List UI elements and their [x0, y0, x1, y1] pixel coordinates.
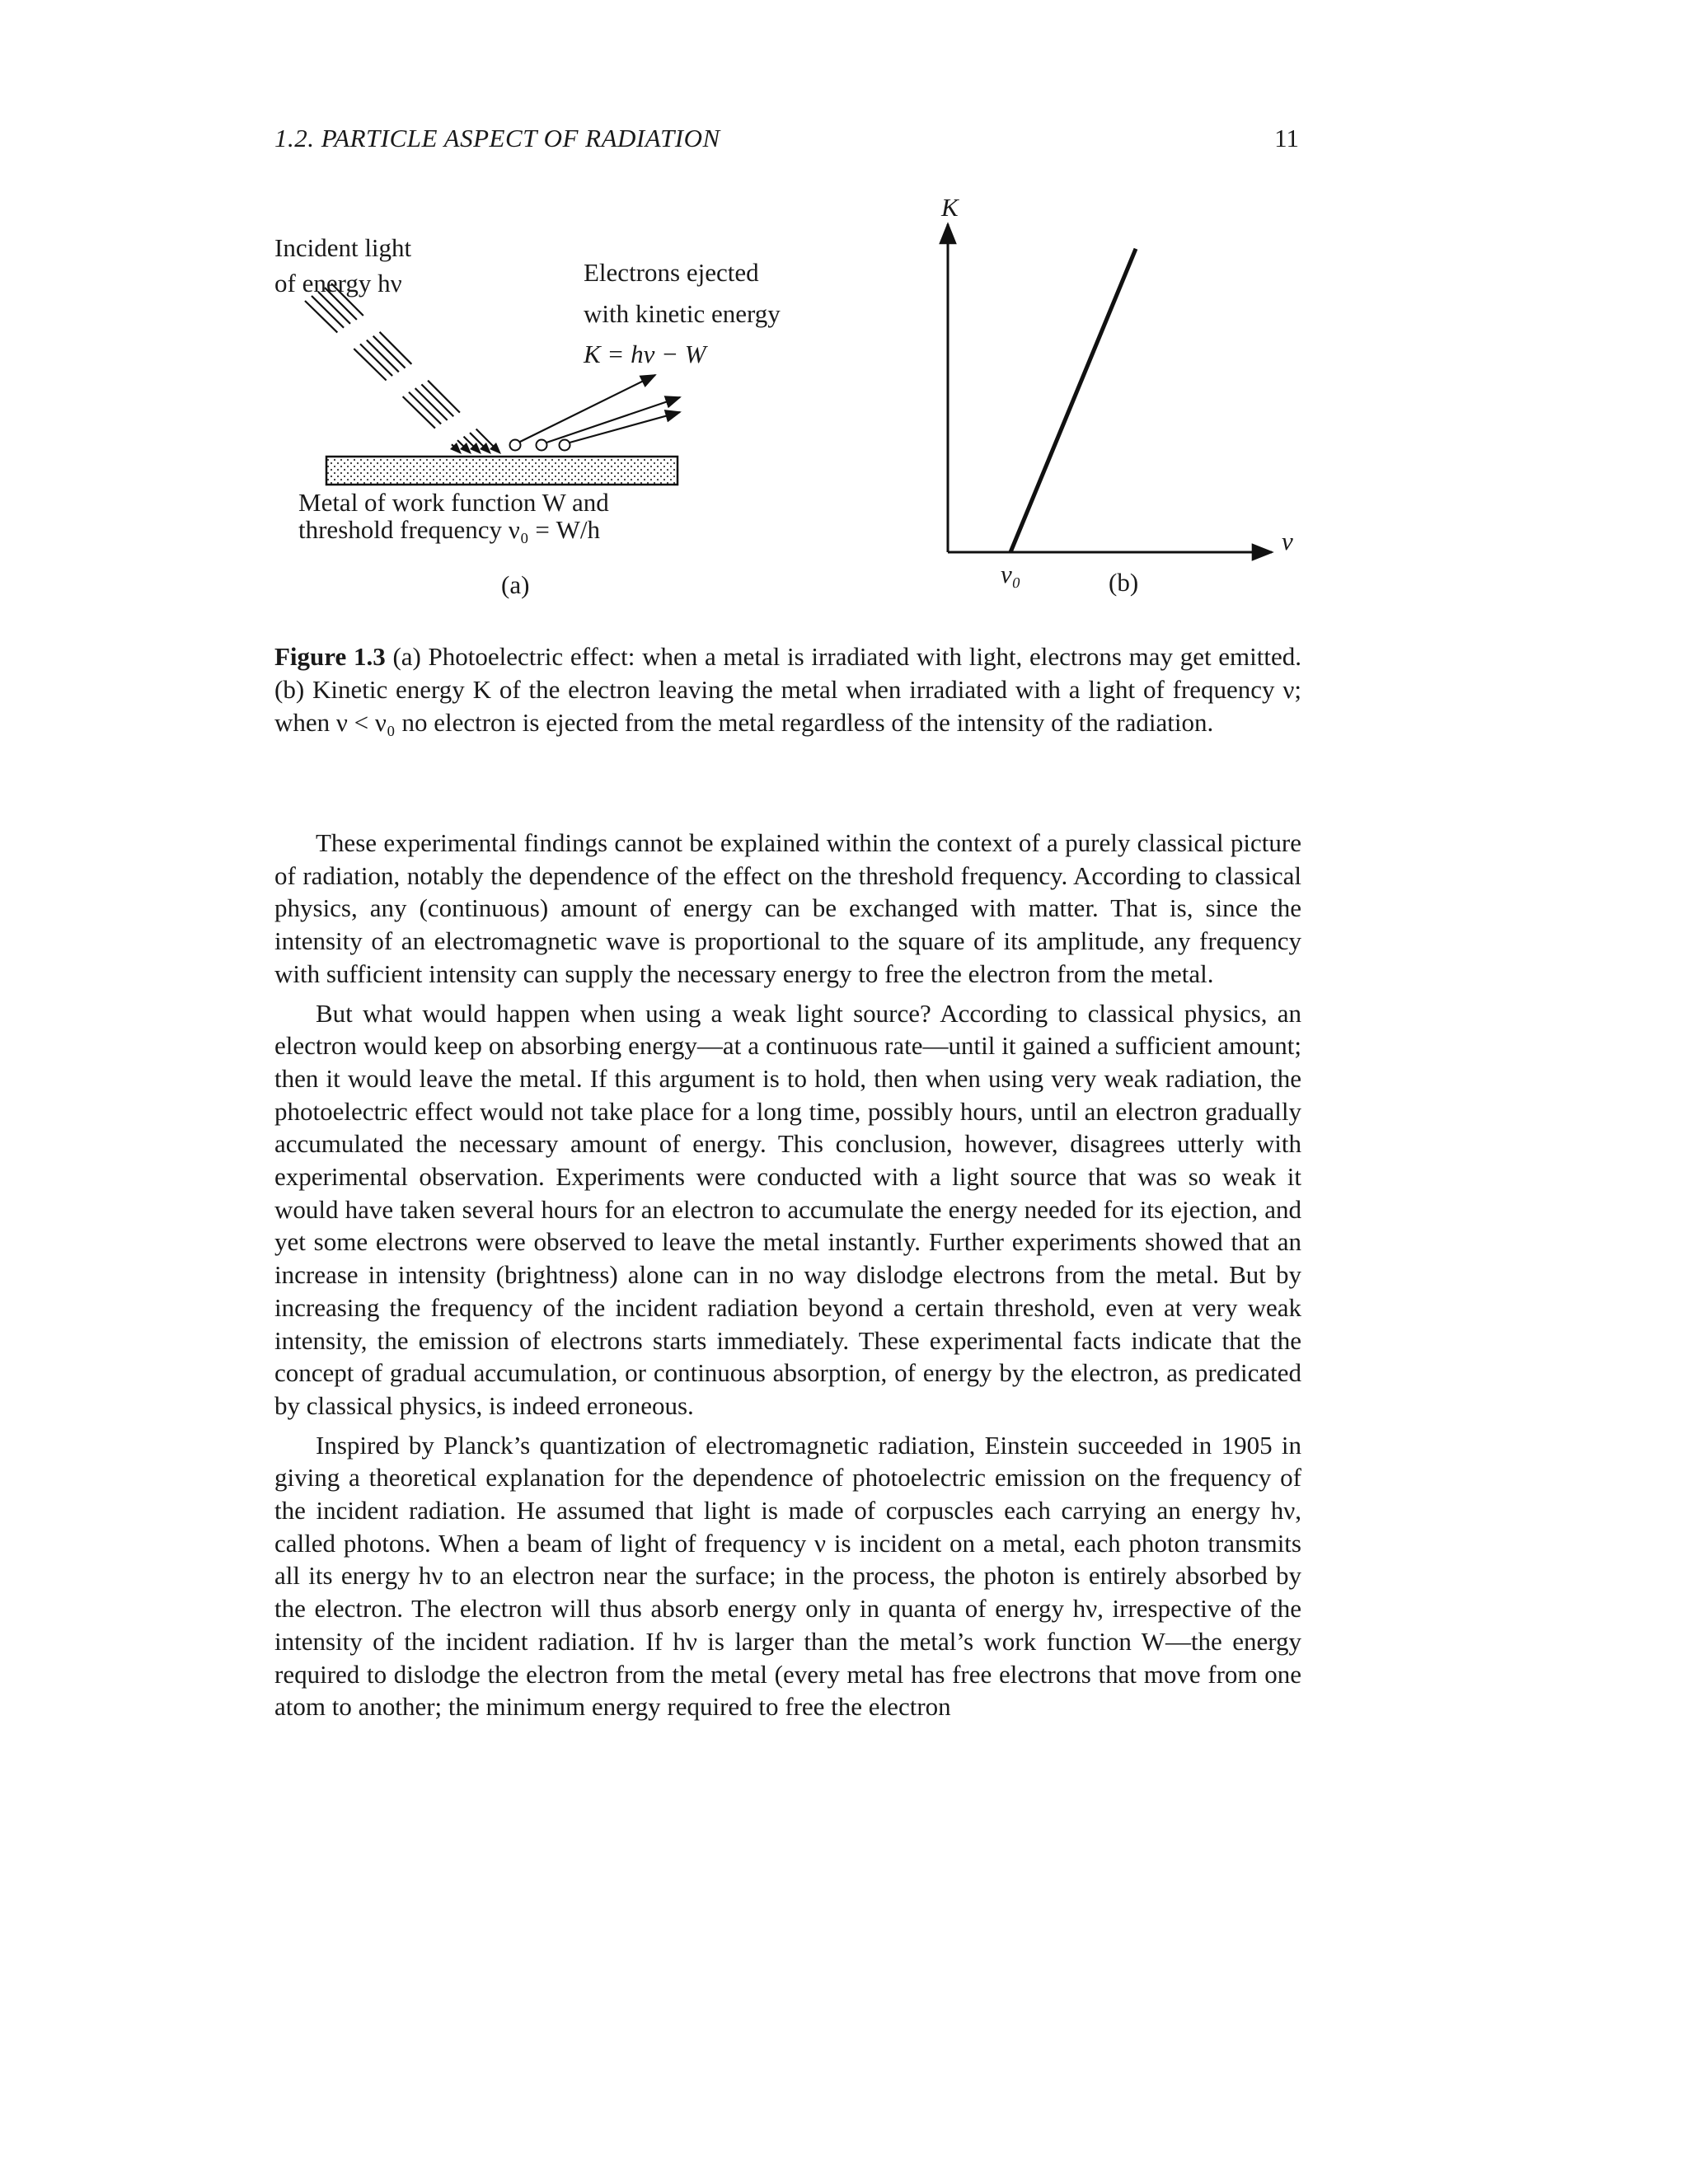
figure-panel-a: [0, 0, 1688, 626]
panel-b-label: (b): [1109, 568, 1139, 597]
electron-circle: [510, 440, 521, 451]
x-tick-label-nu0: ν₀: [1001, 560, 1021, 588]
metal-label-line1: Metal of work function W and: [298, 488, 609, 517]
ejected-label-equation: K = hν − W: [584, 340, 706, 368]
light-ray: [325, 288, 489, 452]
panel-a-label: (a): [501, 570, 530, 599]
x-axis-label: ν: [1282, 527, 1293, 555]
electron-circles: [510, 440, 570, 451]
metal-label-line2: threshold frequency ν₀ = W/h: [298, 515, 600, 544]
y-axis-label: K: [941, 193, 959, 222]
electron-circle: [537, 440, 547, 451]
ejected-label-line2: with kinetic energy: [584, 299, 781, 328]
light-ray: [318, 292, 479, 452]
ejected-label-line1: Electrons ejected: [584, 258, 759, 287]
paragraph-2: But what would happen when using a weak light source? According to classical physics, an electron would keep on absorbing energy—at a continuous rate—until it gained a sufficient amount; then it would leave the metal. If this argument is to hold, then when using very weak radiation, the photoelectric effect would not take place for a long time, possibly hours, until an electron gradually accumulated the necessary amount of energy. This conclusion, however, disagrees utterly with experimental observation. Experiments were conducted with a light source that was so weak it would have taken several hours for an electron to accumulate the energy needed for its ejection, and yet some electrons were observed to leave the metal instantly. Further experiments showed that an increase in intensity (brightness) alone can in no way dislodge electrons from the metal. But by increasing the frequency of the incident radiation beyond a certain threshold, even at very weak intensity, the emission of electrons starts immediately. These experimental facts indicate that the concept of gradual accumulation, or continuous absorption, of energy by the electron, as predicated by classical physics, is indeed erroneous.: [274, 998, 1301, 1420]
paragraph-1: These experimental findings cannot be explained within the context of a purely classical picture of radiation, notably the dependence of the effect on the threshold frequency. According to classical physics, any (continuous) amount of energy can be exchanged with matter. That is, since the intensity of an electromagnetic wave is proportional to the square of its amplitude, any frequency with sufficient intensity can supply the necessary energy to free the electron from the metal.: [274, 828, 1301, 988]
incident-arrowheads: [450, 443, 501, 454]
electron-circle: [560, 440, 570, 451]
figure-panel-b-chart: [907, 190, 1302, 610]
light-ray: [331, 284, 499, 452]
incident-label-line2: of energy hν: [274, 269, 402, 298]
incident-label-line1: Incident light: [274, 233, 412, 262]
caption-label: Figure 1.3: [274, 642, 386, 671]
metal-plate: [326, 457, 678, 485]
ejection-arrows: [520, 375, 680, 443]
ejection-arrow: [546, 397, 680, 443]
light-ray: [312, 296, 469, 452]
paragraph-3: Inspired by Planck’s quantization of electromagnetic radiation, Einstein succeeded in 1905 in giving a theoretical explanation for the dependence of photoelectric emission on the frequency of the incident radiation. He assumed that light is made of corpuscles each carrying an energy hν, called photons. When a beam of light of frequency ν is incident on a metal, each photon transmits all its energy hν to an electron near the surface; in the process, the photon is entirely absorbed by the electron. The electron will thus absorb energy only in quanta of energy hν, irrespective of the intensity of the incident radiation. If hν is larger than the metal’s work function W—the energy required to dislodge the electron from the metal (every metal has free electrons that move from one atom to another; the minimum energy required to free the electron: [274, 1430, 1301, 1722]
figure-caption: [274, 640, 1301, 739]
series-line-kinetic-energy: [1010, 249, 1136, 552]
body-text: [274, 827, 1301, 1730]
page-number: 11: [1274, 124, 1299, 152]
ejection-arrow: [520, 375, 655, 442]
running-header-title: 1.2. PARTICLE ASPECT OF RADIATION: [274, 124, 720, 152]
incident-light-rays: [305, 284, 499, 452]
caption-text: (a) Photoelectric effect: when a metal is irradiated with light, electrons may get emitted. (b) Kinetic energy K of the electron leaving the metal when irradiated with a light of frequency ν; when ν < ν₀ no electron is ejected from the metal regardless of the intensity of the radiation.: [274, 642, 1302, 737]
light-ray: [305, 301, 459, 452]
